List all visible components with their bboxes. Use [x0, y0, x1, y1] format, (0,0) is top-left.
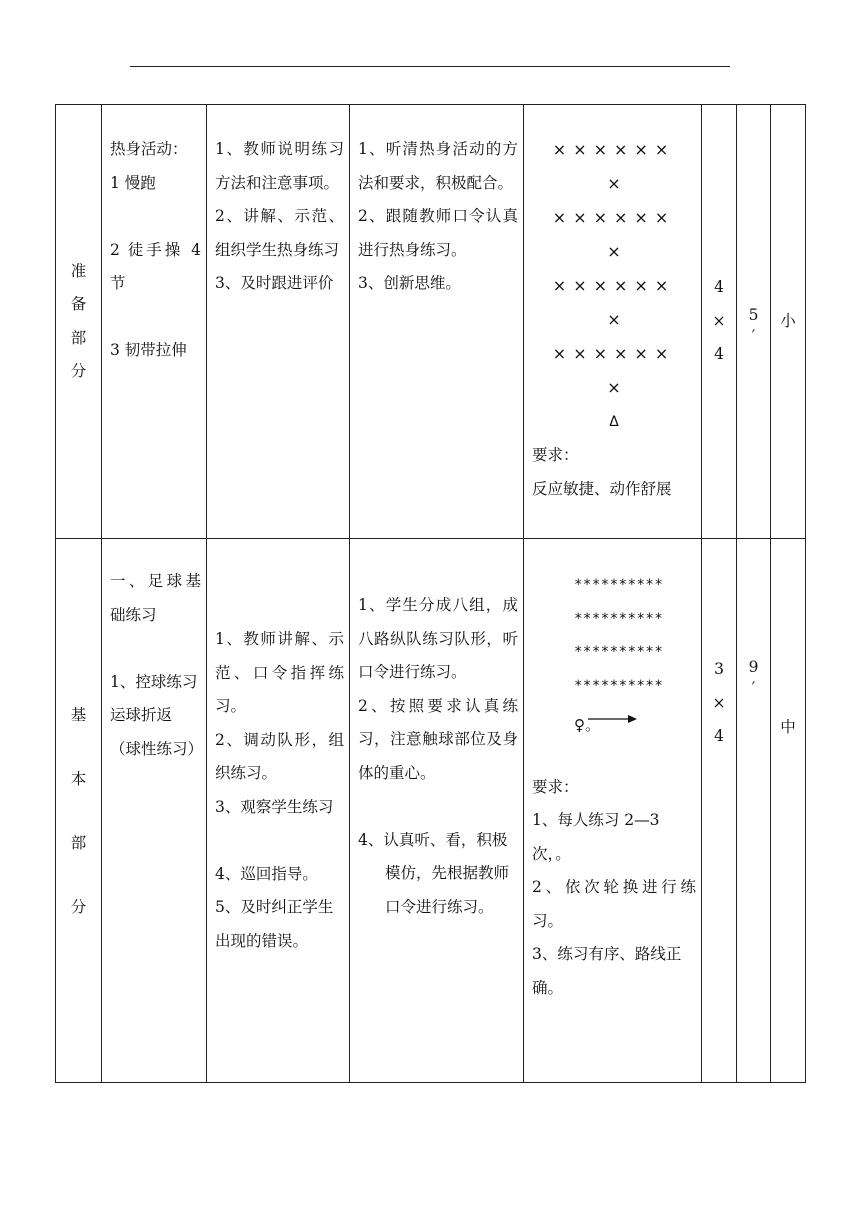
spacer [532, 737, 696, 771]
requirement-item: 1、每人练习 2—3 次，。 [532, 811, 660, 863]
header-rule [130, 66, 730, 67]
label-char: 部 [70, 833, 87, 852]
player-run-route [532, 703, 696, 737]
time-value: 5 [748, 305, 759, 324]
label-char: 分 [70, 362, 87, 380]
spacer [110, 632, 201, 666]
spacer [358, 790, 518, 824]
formation-row: ×××××× [552, 208, 676, 227]
label-char: 准 [70, 261, 87, 280]
teacher-activity-item: 2、调动队形，组织练习。 [215, 730, 344, 782]
student-activity-item: 4、认真听、看，积极模仿，先根据教师口令进行练习。 [358, 830, 510, 916]
student-activity-item: 1、学生分成八组，成八路纵队练习队形，听口令进行练习。 [358, 596, 518, 681]
formation-row: ********** [574, 677, 664, 694]
requirement-item: 2、依次轮换进行练习。 [532, 878, 696, 930]
intensity-value: 中 [780, 718, 796, 736]
teacher-activity-item: 4、巡回指导。 [215, 864, 318, 883]
student-activity-item: 2、按照要求认真练习，注意触球部位及身体的重心。 [358, 696, 518, 782]
label-char: 备 [70, 295, 87, 313]
spacer [56, 859, 101, 891]
content-line: （球性练习） [110, 739, 204, 758]
content-line: 热身活动： [110, 140, 188, 158]
teacher-activity-cell [207, 539, 350, 1083]
label-char: 基 [70, 705, 87, 724]
formation-row: × [607, 378, 621, 397]
formation-cell [524, 539, 702, 1083]
student-activity-cell [350, 539, 524, 1083]
student-activity-item: 1、听清热身活动的方法和要求，积极配合。 [358, 140, 518, 192]
sets-cell [702, 105, 737, 539]
content-line: 1 慢跑 [110, 173, 156, 192]
teacher-activity-item: 5、及时纠正学生出现的错误。 [215, 898, 334, 950]
time-unit: ′ [751, 679, 756, 697]
intensity-cell [771, 105, 806, 539]
teacher-activity-cell [207, 105, 350, 539]
sets-value: 4 [714, 727, 724, 745]
content-cell [102, 105, 207, 539]
lesson-plan-table [55, 104, 806, 1083]
formation-cell [524, 105, 702, 539]
formation-row: ********** [574, 577, 664, 593]
sets-times-sign: × [712, 693, 726, 712]
formation-row: ×××××× [552, 276, 676, 295]
table-row-basic [56, 539, 806, 1083]
label-char: 部 [70, 328, 87, 347]
sets-cell [702, 539, 737, 1083]
formation-row: × [607, 174, 621, 193]
teacher-activity-item: 3、观察学生练习 [215, 797, 334, 816]
spacer [215, 824, 344, 858]
formation-row: × [607, 242, 621, 261]
sets-value: 3 [714, 660, 724, 678]
content-line: 1、控球练习运球折返 [110, 672, 198, 724]
teacher-activity-item: 3、及时跟进评价 [215, 274, 334, 292]
time-unit: ′ [751, 326, 756, 345]
sets-value: 4 [714, 278, 724, 297]
content-line: 2 徒手操 4 节 [110, 240, 201, 292]
requirements-label: 要求： [532, 777, 579, 796]
sets-times-sign: × [712, 311, 726, 330]
content-line: 3 韧带拉伸 [110, 341, 187, 359]
content-line: 一、足球基础练习 [110, 572, 201, 624]
formation-row: × [607, 310, 621, 329]
time-cell [737, 539, 771, 1083]
table-row-preparation [56, 105, 806, 539]
time-value: 9 [748, 658, 759, 676]
intensity-cell [771, 539, 806, 1083]
content-cell [102, 539, 207, 1083]
formation-row: ×××××× [552, 344, 676, 363]
label-char: 分 [70, 897, 87, 916]
spacer [110, 200, 201, 234]
requirement-item: 3、练习有序、路线正确。 [532, 945, 682, 997]
teacher-position-mark: Δ [609, 414, 619, 430]
requirements-label: 要求： [532, 446, 579, 464]
teacher-activity-item: 1、教师说明练习方法和注意事项。 [215, 140, 344, 192]
formation-row: ********** [574, 644, 664, 660]
spacer [56, 731, 101, 763]
requirement-item: 反应敏捷、动作舒展 [532, 479, 672, 498]
teacher-activity-item: 2、讲解、示范、组织学生热身练习 [215, 207, 344, 259]
spacer [56, 795, 101, 827]
time-cell [737, 105, 771, 539]
section-label-basic [56, 539, 102, 1083]
formation-row: ********** [574, 610, 664, 627]
spacer [110, 301, 201, 335]
label-char: 本 [70, 769, 87, 788]
section-label-preparation [56, 105, 102, 539]
player-mark: ♀。 [574, 716, 600, 734]
run-arrow-icon [588, 713, 638, 725]
student-activity-item: 3、创新思维。 [358, 274, 461, 292]
teacher-activity-item: 1、教师讲解、示范、口令指挥练习。 [215, 630, 344, 715]
formation-row: ×××××× [552, 140, 676, 159]
student-activity-item: 2、跟随教师口令认真进行热身练习。 [358, 207, 518, 259]
intensity-value: 小 [780, 311, 796, 330]
student-activity-cell [350, 105, 524, 539]
sets-value: 4 [714, 345, 724, 364]
